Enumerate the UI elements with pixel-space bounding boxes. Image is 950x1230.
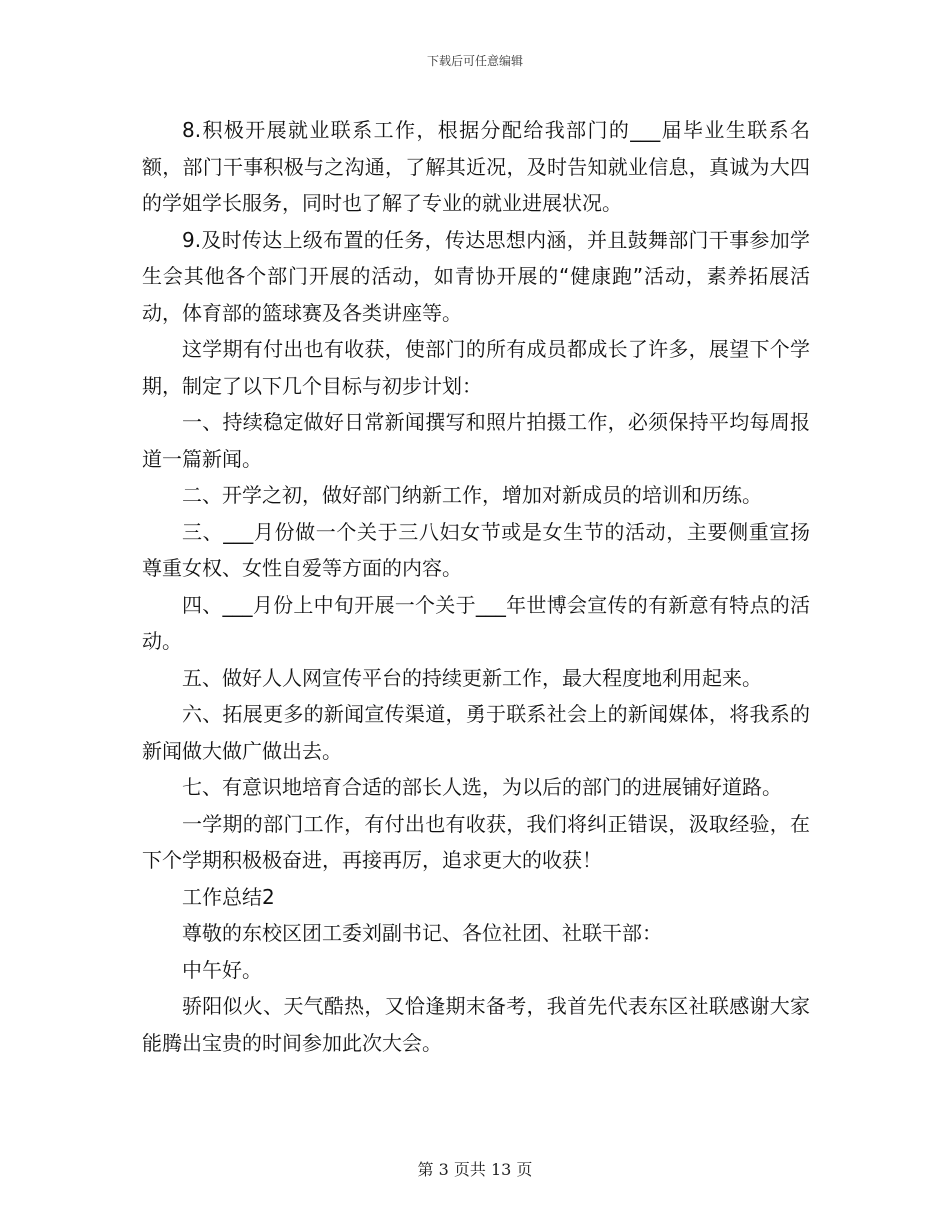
paragraph: 六、拓展更多的新闻宣传渠道，勇于联系社会上的新闻媒体，将我系的新闻做大做广做出去。 (142, 702, 810, 763)
paragraph: 骄阳似火、天气酷热，又恰逢期末备考，我首先代表东区社联感谢大家能腾出宝贵的时间参加此次大会。 (142, 994, 810, 1055)
paragraph: 三、___月份做一个关于三八妇女节或是女生节的活动，主要侧重宣扬尊重女权、女性自爱等方面的内容。 (142, 519, 810, 580)
paragraph: 五、做好人人网宣传平台的持续更新工作，最大程度地利用起来。 (182, 665, 762, 690)
paragraph: 一学期的部门工作，有付出也有收获，我们将纠正错误，汲取经验，在下个学期积极极奋进，再接再厉，追求更大的收获！ (142, 811, 810, 872)
paragraph: 9.及时传达上级布置的任务，传达思想内涵，并且鼓舞部门干事参加学生会其他各个部门开展的活动，如青协开展的“健康跑”活动，素养拓展活动，体育部的篮球赛及各类讲座等。 (142, 227, 810, 325)
paragraph: 8.积极开展就业联系工作，根据分配给我部门的___届毕业生联系名额，部门干事积极与之沟通，了解其近况，及时告知就业信息，真诚为大四的学姐学长服务，同时也了解了专业的就业进展状况。 (142, 118, 810, 215)
paragraph: 七、有意识地培育合适的部长人选，为以后的部门的进展铺好道路。 (182, 775, 782, 799)
section-heading: 工作总结2 (182, 884, 275, 909)
paragraph: 一、持续稳定做好日常新闻撰写和照片拍摄工作，必须保持平均每周报道一篇新闻。 (142, 410, 810, 471)
salutation: 尊敬的东校区团工委刘副书记、各位社团、社联干部： (182, 921, 662, 945)
paragraph: 这学期有付出也有收获，使部门的所有成员都成长了许多，展望下个学期，制定了以下几个目标与初步计划： (142, 337, 810, 398)
page-footer: 第 3 页共 13 页 (417, 1160, 533, 1179)
paragraph: 二、开学之初，做好部门纳新工作，增加对新成员的培训和历练。 (182, 483, 762, 507)
paragraph: 四、___月份上中旬开展一个关于___年世博会宣传的有新意有特点的活动。 (142, 592, 810, 653)
greeting: 中午好。 (182, 957, 262, 982)
page-header: 下载后可任意编辑 (426, 54, 523, 68)
document-body (142, 112, 810, 1061)
